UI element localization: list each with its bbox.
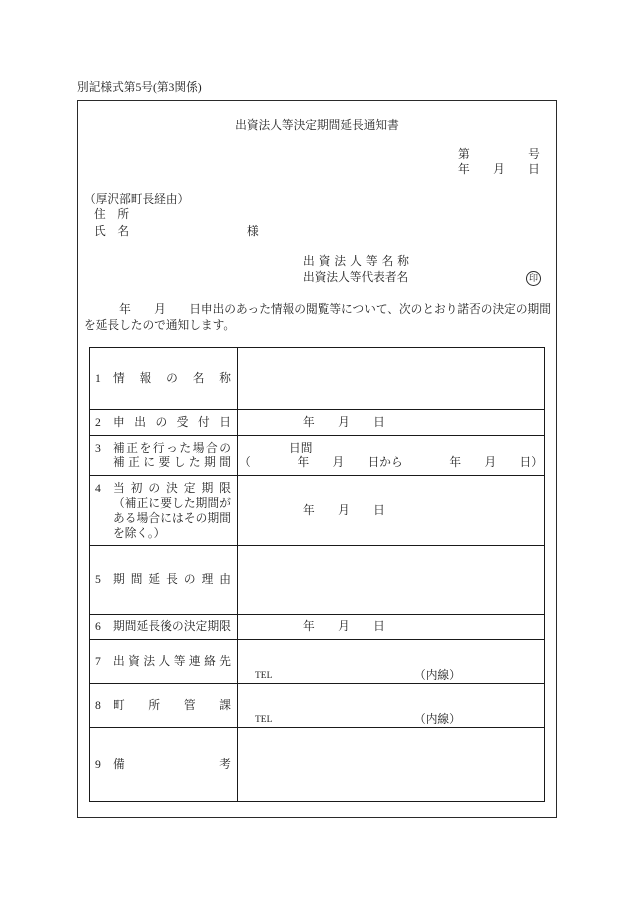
item-label-group xyxy=(95,415,241,430)
row-extension-reason-value-cell xyxy=(238,546,544,615)
correction-date-range-blank: （ 年 月 日から 年 月 日） xyxy=(239,455,543,469)
item-label-line: 補正に要した期間 xyxy=(113,455,235,469)
form-number: 別記様式第5号(第3関係) xyxy=(77,81,202,94)
row-extended-deadline-value-cell xyxy=(238,615,544,640)
extension-details-table xyxy=(89,347,545,802)
recipient-address-label: 住 所 xyxy=(94,208,130,221)
row-information-name-value-cell xyxy=(238,348,544,410)
item-number: 5 xyxy=(95,573,101,586)
item-label-group xyxy=(95,698,255,713)
item-label xyxy=(113,481,238,541)
item-label-line: 情報の名称 xyxy=(113,371,246,385)
correction-days-blank: 日間 xyxy=(289,441,313,455)
item-label-group xyxy=(95,371,246,386)
item-label xyxy=(113,757,326,772)
item-number: 4 xyxy=(95,481,101,495)
item-label xyxy=(113,371,246,386)
correction-period-blank xyxy=(239,442,543,470)
extended-deadline-date-blank: 年 月 日 xyxy=(303,620,385,633)
item-label-line: を除く。） xyxy=(113,526,166,540)
item-number: 3 xyxy=(95,441,101,455)
item-label-line: 町所管課 xyxy=(113,698,255,712)
item-label-line: 期間延長の理由 xyxy=(113,573,238,586)
row-correction-period-value-cell xyxy=(238,436,544,476)
receipt-date-blank: 年 月 日 xyxy=(303,415,385,429)
item-number: 6 xyxy=(95,620,101,633)
row-correction-period-label-cell xyxy=(90,436,238,476)
original-deadline-date-blank: 年 月 日 xyxy=(303,503,385,517)
recipient-name-label: 氏 名 xyxy=(94,225,130,238)
tel-label: TEL xyxy=(255,671,273,681)
routing-note: （厚沢部町長経由） xyxy=(84,193,190,206)
row-entity-contact-value-cell xyxy=(238,640,544,684)
item-label-group xyxy=(95,757,326,772)
item-label-line: 申出の受付日 xyxy=(113,415,241,429)
item-label-group xyxy=(95,441,235,470)
item-label-line: 補正を行った場合の xyxy=(113,441,233,455)
item-label-group xyxy=(95,620,231,634)
extension-label: （内線） xyxy=(414,713,461,726)
item-number: 1 xyxy=(95,371,101,385)
tel-label: TEL xyxy=(255,715,273,725)
item-label-group xyxy=(95,573,238,587)
item-label xyxy=(113,441,235,470)
item-label xyxy=(113,620,231,634)
document-number-line: 第 号 xyxy=(458,148,540,161)
item-label-line: 期間延長後の決定期限 xyxy=(113,620,232,633)
item-label-line: （補正に要した期間が xyxy=(113,496,232,510)
item-label xyxy=(113,415,241,430)
row-request-receipt-date-value-cell xyxy=(238,410,544,436)
item-label-line: 備考 xyxy=(113,757,326,771)
row-original-deadline-label-cell xyxy=(90,476,238,546)
item-number: 2 xyxy=(95,415,101,429)
row-extension-reason-label-cell xyxy=(90,546,238,615)
row-town-department-value-cell xyxy=(238,684,544,728)
row-entity-contact-label-cell xyxy=(90,640,238,684)
notice-body-text: 年 月 日申出のあった情報の閲覧等について、次のとおり諾否の決定の期間を延長したので通知します。 xyxy=(84,303,551,332)
item-number: 9 xyxy=(95,757,101,771)
row-request-receipt-date-label-cell xyxy=(90,410,241,436)
row-remarks-label-cell xyxy=(90,728,326,801)
item-label xyxy=(113,573,238,587)
document-title: 出資法人等決定期間延長通知書 xyxy=(235,119,399,132)
sender-entity-name-label: 出資法人等名称 xyxy=(303,255,414,268)
item-label xyxy=(113,654,235,669)
recipient-honorific: 様 xyxy=(247,225,259,238)
row-town-department-label-cell xyxy=(90,684,255,728)
row-information-name-label-cell xyxy=(90,348,246,410)
item-label-group xyxy=(95,481,238,541)
item-label xyxy=(113,698,255,713)
item-label-line: 出資法人等連絡先 xyxy=(113,654,235,668)
extension-label: （内線） xyxy=(414,669,461,682)
item-number: 7 xyxy=(95,654,101,668)
item-number: 8 xyxy=(95,698,101,712)
row-extended-deadline-label-cell xyxy=(90,615,238,640)
row-remarks-value-cell xyxy=(238,728,544,801)
item-label-line: 当初の決定期限 xyxy=(113,481,238,495)
item-label-group xyxy=(95,654,235,669)
sender-representative-label: 出資法人等代表者名 xyxy=(303,271,409,284)
seal-mark: 印 xyxy=(526,271,541,286)
item-label-line: ある場合にはその期間 xyxy=(113,511,232,525)
row-original-deadline-value-cell xyxy=(238,476,544,546)
document-date-line: 年 月 日 xyxy=(458,163,540,176)
